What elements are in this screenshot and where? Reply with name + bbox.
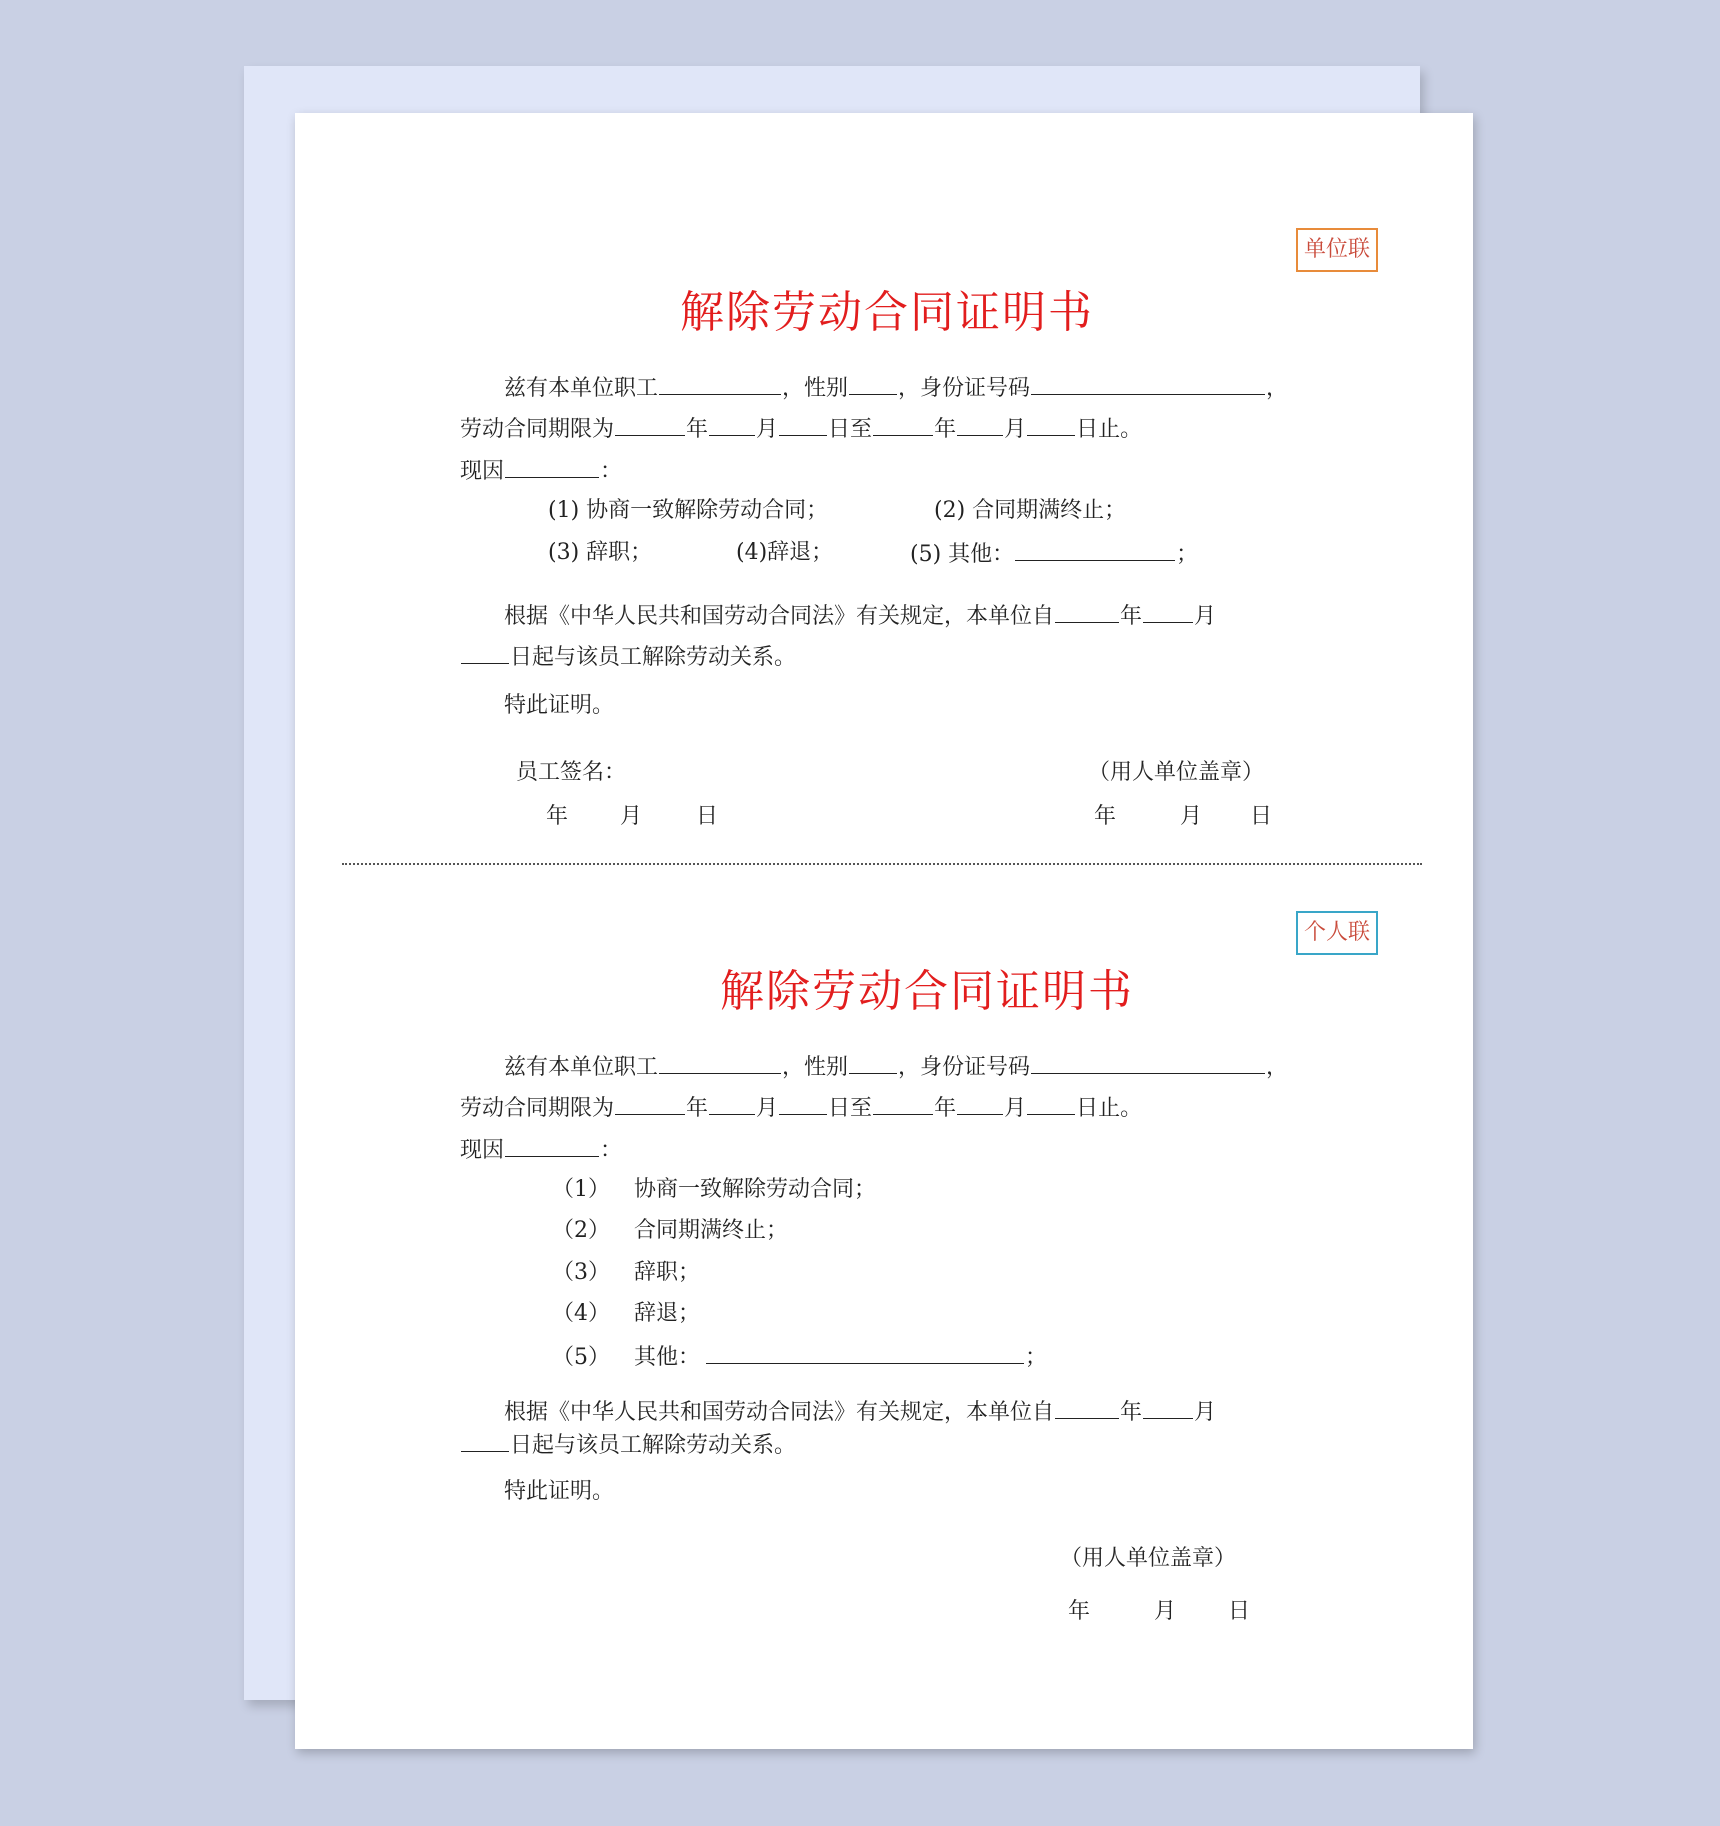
text: 年	[546, 804, 569, 829]
start-month-blank[interactable]	[709, 1092, 755, 1115]
bottom-law-paragraph	[504, 1396, 1216, 1428]
id-number-blank[interactable]	[1031, 372, 1265, 395]
end-day-blank[interactable]	[1027, 1092, 1075, 1115]
text: 月	[1194, 604, 1217, 629]
top-option-2: (2) 合同期满终止；	[934, 498, 1127, 523]
top-seal-date	[1094, 802, 1272, 832]
bottom-seal-date	[1068, 1597, 1250, 1627]
text: 日至	[828, 1096, 873, 1121]
text: 日止。	[1076, 417, 1143, 442]
text: 日	[1228, 1599, 1251, 1624]
option-text: 合同期满终止；	[634, 1218, 789, 1243]
option-text: 辞职；	[634, 1260, 701, 1285]
name-blank[interactable]	[659, 372, 781, 395]
text: 年	[1120, 604, 1143, 629]
text: 根据《中华人民共和国劳动合同法》有关规定，本单位自	[504, 1400, 1055, 1425]
top-reason	[460, 455, 622, 487]
law-month-blank[interactable]	[1143, 600, 1193, 623]
text: 现因	[460, 459, 505, 484]
text: ，身份证号码	[898, 1055, 1031, 1080]
text: 日	[696, 804, 719, 829]
other-blank[interactable]	[1015, 538, 1175, 561]
text: 月	[1004, 417, 1027, 442]
top-paragraph-employee	[504, 372, 1288, 404]
bottom-option-3	[552, 1258, 700, 1288]
law-year-blank[interactable]	[1055, 600, 1119, 623]
text: 日至	[828, 417, 873, 442]
end-month-blank[interactable]	[957, 1092, 1003, 1115]
text: 兹有本单位职工	[504, 376, 659, 401]
gender-blank[interactable]	[849, 1051, 897, 1074]
bottom-seal-label: （用人单位盖章）	[1060, 1546, 1237, 1571]
text: 月	[756, 1096, 779, 1121]
bottom-law-paragraph-cont	[460, 1429, 796, 1461]
page-title-top: 解除劳动合同证明书	[680, 287, 1094, 338]
employee-sign-date	[546, 802, 718, 832]
text: ，	[1266, 376, 1289, 401]
law-day-blank[interactable]	[461, 1429, 509, 1452]
name-blank[interactable]	[659, 1051, 781, 1074]
text: 月	[1154, 1599, 1177, 1624]
reason-blank[interactable]	[505, 455, 599, 478]
text: 年	[686, 1096, 709, 1121]
bottom-option-4	[552, 1299, 700, 1329]
text: 劳动合同期限为	[460, 1096, 615, 1121]
law-month-blank[interactable]	[1143, 1396, 1193, 1419]
start-year-blank[interactable]	[615, 1092, 685, 1115]
start-month-blank[interactable]	[709, 413, 755, 436]
id-number-blank[interactable]	[1031, 1051, 1265, 1074]
law-year-blank[interactable]	[1055, 1396, 1119, 1419]
top-option-1: (1) 协商一致解除劳动合同；	[548, 498, 829, 523]
law-day-blank[interactable]	[461, 641, 509, 664]
top-paragraph-term	[460, 413, 1142, 445]
reason-blank[interactable]	[505, 1134, 599, 1157]
text: 现因	[460, 1138, 505, 1163]
bottom-option-1	[552, 1175, 876, 1205]
bottom-certification: 特此证明。	[504, 1479, 615, 1504]
top-seal-label: （用人单位盖章）	[1088, 760, 1265, 785]
top-law-paragraph	[504, 600, 1216, 632]
end-month-blank[interactable]	[957, 413, 1003, 436]
start-year-blank[interactable]	[615, 413, 685, 436]
badge-unit-copy: 单位联	[1296, 228, 1378, 272]
page-title-bottom: 解除劳动合同证明书	[720, 966, 1134, 1017]
option-number: （5）	[552, 1345, 610, 1370]
start-day-blank[interactable]	[779, 413, 827, 436]
end-year-blank[interactable]	[873, 1092, 933, 1115]
gender-blank[interactable]	[849, 372, 897, 395]
text: 兹有本单位职工	[504, 1055, 659, 1080]
option-number: （1）	[552, 1177, 610, 1202]
text: ：	[600, 459, 623, 484]
text: 根据《中华人民共和国劳动合同法》有关规定，本单位自	[504, 604, 1055, 629]
bottom-paragraph-employee	[504, 1051, 1288, 1083]
top-option-3: (3) 辞职；	[548, 540, 653, 565]
text: ，身份证号码	[898, 376, 1031, 401]
text: 月	[620, 804, 643, 829]
text: 年	[1120, 1400, 1143, 1425]
text: 日	[1250, 804, 1273, 829]
employee-signature-label: 员工签名：	[516, 760, 627, 785]
text: ，性别	[782, 1055, 849, 1080]
text: 月	[1180, 804, 1203, 829]
text: ；	[1176, 542, 1199, 567]
bottom-reason	[460, 1134, 622, 1166]
top-option-5	[910, 538, 1198, 570]
text: 月	[1004, 1096, 1027, 1121]
option-number: （4）	[552, 1301, 610, 1326]
bottom-paragraph-term	[460, 1092, 1142, 1124]
other-blank[interactable]	[706, 1341, 1024, 1364]
text: ，性别	[782, 376, 849, 401]
start-day-blank[interactable]	[779, 1092, 827, 1115]
text: ，	[1266, 1055, 1289, 1080]
text: 年	[1068, 1599, 1091, 1624]
top-certification: 特此证明。	[504, 693, 615, 718]
tear-off-divider	[342, 863, 1422, 865]
bottom-option-2	[552, 1216, 788, 1246]
top-law-paragraph-cont	[460, 641, 796, 673]
text: 月	[756, 417, 779, 442]
text: 年	[1094, 804, 1117, 829]
top-option-4: (4)辞退；	[736, 540, 834, 565]
text: 日起与该员工解除劳动关系。	[510, 645, 797, 670]
text: 劳动合同期限为	[460, 417, 615, 442]
end-day-blank[interactable]	[1027, 413, 1075, 436]
text: 日起与该员工解除劳动关系。	[510, 1433, 797, 1458]
end-year-blank[interactable]	[873, 413, 933, 436]
text: 年	[686, 417, 709, 442]
option-number: （3）	[552, 1260, 610, 1285]
option-text: 协商一致解除劳动合同；	[634, 1177, 877, 1202]
badge-personal-copy: 个人联	[1296, 911, 1378, 955]
bottom-option-5	[552, 1341, 1047, 1373]
text: (5) 其他：	[910, 542, 1015, 567]
text: ：	[600, 1138, 623, 1163]
text: 年	[934, 417, 957, 442]
text: ；	[1025, 1345, 1048, 1370]
text: 日止。	[1076, 1096, 1143, 1121]
option-text: 辞退；	[634, 1301, 701, 1326]
text: 年	[934, 1096, 957, 1121]
option-text: 其他：	[634, 1345, 701, 1370]
text: 月	[1194, 1400, 1217, 1425]
option-number: （2）	[552, 1218, 610, 1243]
